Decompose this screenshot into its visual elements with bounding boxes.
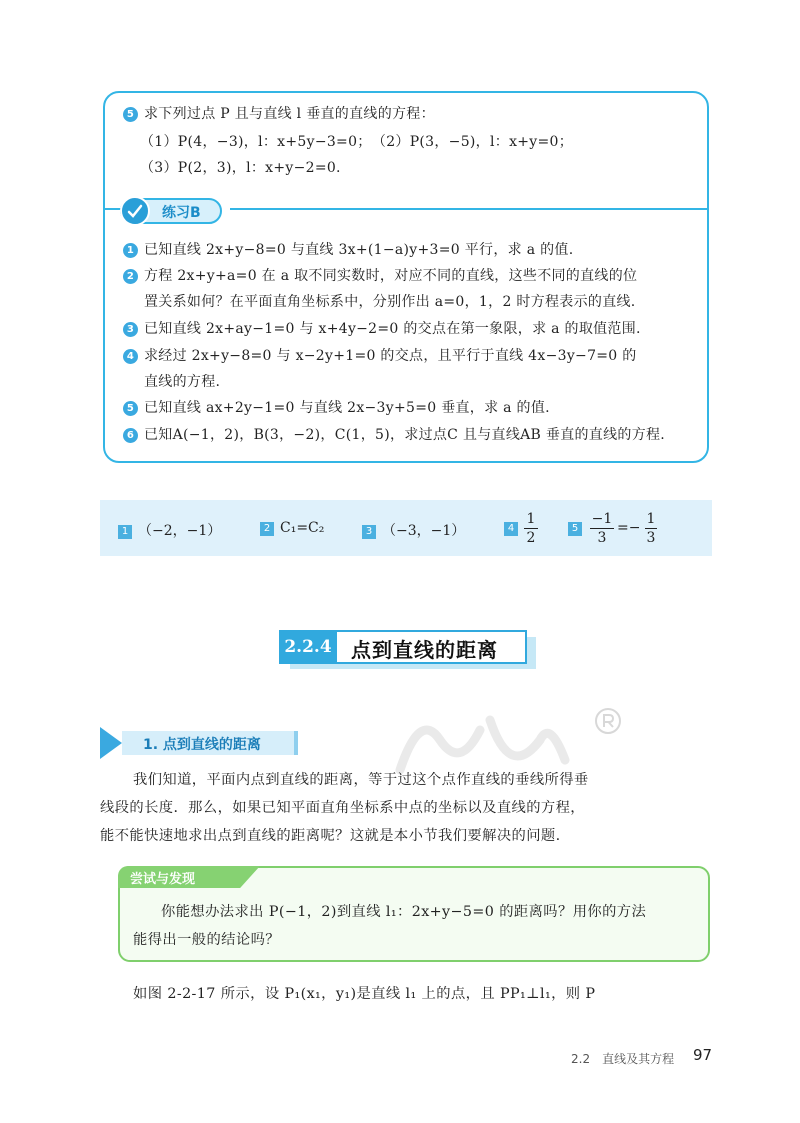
- exercise-b-item-5: [123, 397, 550, 417]
- item-number-badge: 4: [123, 349, 138, 364]
- page-number: 97: [693, 1046, 713, 1064]
- answer-1-text: （−2，−1）: [138, 523, 222, 539]
- exercise-a-item-5-line-1: （1）P(4，−3)，l：x+5y−3=0； （2）P(3，−5)，l：x+y=0；: [140, 134, 574, 150]
- item-number-badge: 5: [123, 107, 138, 122]
- section-number: 2.2.4: [279, 630, 337, 664]
- divider-line: [230, 208, 709, 210]
- exercise-b-item-2: [123, 265, 637, 285]
- exercise-b-title: 练习B: [162, 205, 201, 221]
- fraction-denominator: 2: [526, 530, 536, 546]
- exercise-b-item-6-text: 已知A(−1，2)，B(3，−2)，C(1，5)，求过点C 且与直线AB 垂直的直线的方程.: [144, 427, 666, 443]
- fraction-bar: [590, 528, 614, 529]
- try-line-2: 能得出一般的结论吗？: [133, 932, 280, 948]
- item-number-badge: 3: [123, 322, 138, 337]
- answer-1: [118, 520, 221, 540]
- answer-number: 3: [362, 525, 376, 539]
- item-number-badge: 1: [123, 243, 138, 258]
- registered-trademark-icon: [593, 706, 623, 743]
- subsection-label: 1. 点到直线的距离: [143, 737, 261, 753]
- continuation-line: 如图 2-2-17 所示，设 P₁(x₁，y₁)是直线 l₁ 上的点，且 PP₁⊥l₁，则 P: [133, 986, 596, 1002]
- answer-4: [504, 520, 524, 536]
- exercise-b-item-2-text: 方程 2x+y+a=0 在 a 取不同实数时，对应不同的直线，这些不同的直线的位: [144, 268, 638, 284]
- footer-section: 2.2 直线及其方程: [571, 1052, 675, 1066]
- exercise-b-item-4-line-2: 直线的方程.: [144, 374, 221, 390]
- exercise-a-item-5-line-2: （3）P(2，3)，l：x+y−2=0.: [140, 160, 341, 176]
- answer-number: 2: [260, 522, 274, 536]
- exercise-a-item-5: [123, 103, 435, 123]
- fraction-numerator: 1: [526, 511, 536, 527]
- exercise-b-item-2-line-2: 置关系如何？在平面直角坐标系中，分别作出 a=0，1，2 时方程表示的直线.: [144, 294, 636, 310]
- pencil-icon: [120, 196, 150, 226]
- fraction-denominator: 3: [597, 530, 607, 546]
- answer-3: [362, 520, 465, 540]
- answer-number: 5: [568, 522, 582, 536]
- answer-5: [568, 520, 588, 536]
- try-line-1: 你能想办法求出 P(−1，2)到直线 l₁：2x+y−5=0 的距离吗？用你的方法: [161, 904, 647, 920]
- answer-2-text: C₁=C₂: [280, 520, 325, 536]
- section-title: 点到直线的距离: [351, 638, 498, 662]
- try-and-discover-label: 尝试与发现: [130, 872, 196, 887]
- answer-number: 4: [504, 522, 518, 536]
- exercise-b-item-6: [123, 424, 665, 444]
- intro-line-1: 我们知道，平面内点到直线的距离，等于过这个点作直线的垂线所得垂: [133, 772, 589, 788]
- answer-3-text: （−3，−1）: [382, 523, 466, 539]
- exercise-b-item-4-text: 求经过 2x+y−8=0 与 x−2y+1=0 的交点，且平行于直线 4x−3y−7=0 的: [144, 348, 637, 364]
- fraction-numerator: −1: [591, 511, 613, 527]
- exercise-b-item-3: [123, 318, 641, 338]
- fraction-bar: [645, 528, 657, 529]
- exercise-b-item-4: [123, 345, 637, 365]
- exercise-b-item-1: [123, 239, 573, 259]
- fraction-bar: [524, 528, 538, 529]
- answer-5-fraction-left: [590, 511, 614, 546]
- item-number-badge: 6: [123, 428, 138, 443]
- intro-line-3: 能不能快速地求出点到直线的距离呢？这就是本小节我们要解决的问题.: [100, 828, 561, 844]
- subsection-arrow-icon: [100, 727, 122, 759]
- exercise-b-item-1-text: 已知直线 2x+y−8=0 与直线 3x+(1−a)y+3=0 平行，求 a 的值.: [144, 242, 574, 258]
- answer-5-fraction-right: [645, 511, 657, 546]
- exercise-b-tag: [120, 198, 222, 224]
- answer-4-fraction: [524, 511, 538, 546]
- item-number-badge: 5: [123, 401, 138, 416]
- item-number-badge: 2: [123, 269, 138, 284]
- exercise-b-item-3-text: 已知直线 2x+ay−1=0 与 x+4y−2=0 的交点在第一象限，求 a 的取值范围.: [144, 321, 641, 337]
- exercise-a-item-5-title: 求下列过点 P 且与直线 l 垂直的直线的方程：: [144, 106, 435, 122]
- intro-line-2: 线段的长度．那么，如果已知平面直角坐标系中点的坐标以及直线的方程，: [100, 800, 585, 816]
- answer-2: [260, 520, 324, 536]
- exercise-b-item-5-text: 已知直线 ax+2y−1=0 与直线 2x−3y+5=0 垂直，求 a 的值.: [144, 400, 550, 416]
- answer-number: 1: [118, 525, 132, 539]
- answer-band: [100, 500, 712, 556]
- fraction-numerator: 1: [646, 511, 656, 527]
- answer-5-equals: =−: [617, 520, 641, 536]
- fraction-denominator: 3: [646, 530, 656, 546]
